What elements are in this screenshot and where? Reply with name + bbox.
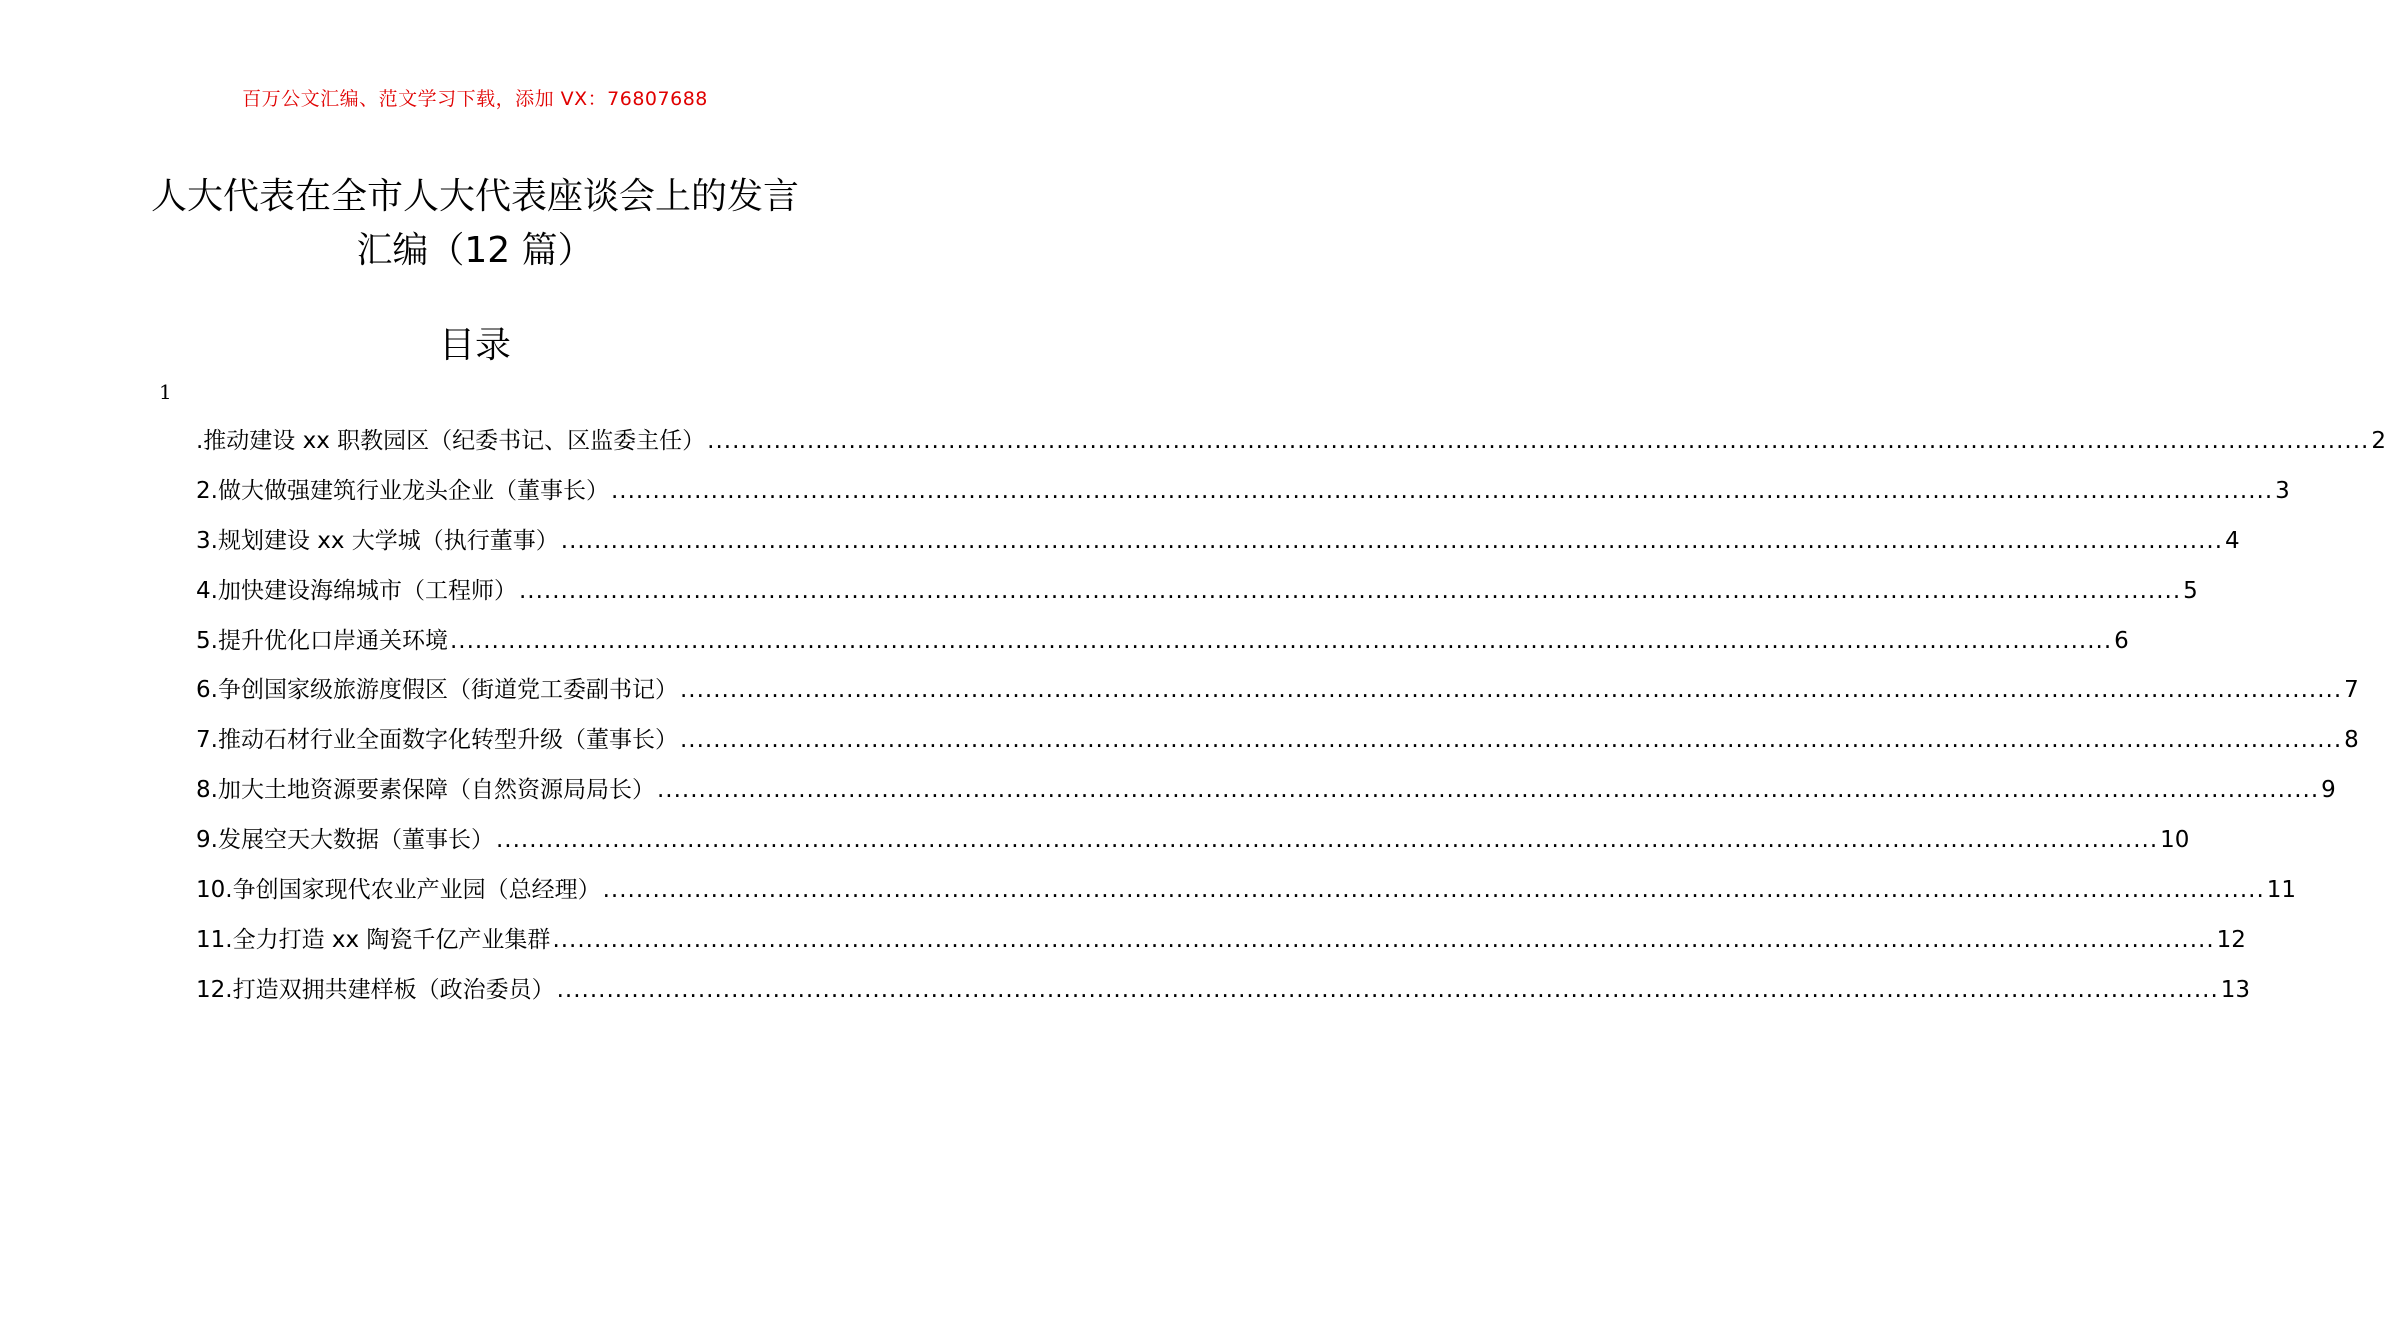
- toc-entry-page: 3: [2275, 477, 2290, 504]
- toc-entry-page: 13: [2220, 976, 2251, 1003]
- title-line-2: 汇编（12 篇）: [356, 230, 594, 271]
- toc-leader-dots: ........................................................................................................................................................................................................: [560, 527, 2224, 554]
- toc-entry-page: 9: [2321, 777, 2336, 804]
- table-of-contents: [196, 421, 2386, 1020]
- toc-entry[interactable]: [196, 770, 2336, 820]
- toc-leader-dots: ........................................................................................................................................................................................................: [610, 477, 2274, 504]
- toc-entry-page: 2: [2371, 428, 2386, 454]
- toc-leader-dots: ........................................................................................................................................................................................................: [449, 627, 2113, 654]
- toc-entry[interactable]: [196, 920, 2246, 970]
- toc-entry[interactable]: [196, 521, 2240, 571]
- toc-entry-page: 4: [2225, 527, 2240, 554]
- toc-leader-dots: ........................................................................................................................................................................................................: [556, 976, 2219, 1003]
- toc-entry-title: 2.做大做强建筑行业龙头企业（董事长）: [196, 477, 609, 504]
- toc-leader-dots: ........................................................................................................................................................................................................: [602, 877, 2265, 904]
- toc-entry-title: 4.加快建设海绵城市（工程师）: [196, 577, 517, 604]
- toc-leader-dots: ........................................................................................................................................................................................................: [679, 677, 2343, 704]
- toc-leader-dots: ........................................................................................................................................................................................................: [495, 827, 2159, 854]
- toc-entry-title: 10.争创国家现代农业产业园（总经理）: [196, 877, 601, 904]
- toc-entry[interactable]: [196, 471, 2290, 521]
- toc-entry[interactable]: [196, 720, 2359, 770]
- toc-entry[interactable]: [196, 870, 2297, 920]
- toc-entry[interactable]: [196, 820, 2190, 870]
- toc-entry-page: 6: [2114, 627, 2129, 654]
- toc-entry[interactable]: [196, 421, 2386, 471]
- toc-leader-dots: ........................................................................................................................................................................................................: [552, 926, 2215, 953]
- toc-entry-page: 5: [2183, 577, 2198, 604]
- toc-entry-title: 3.规划建设 xx 大学城（执行董事）: [196, 527, 559, 554]
- toc-entry-title: 9.发展空天大数据（董事长）: [196, 827, 494, 854]
- toc-entry[interactable]: [196, 621, 2129, 671]
- toc-entry-page: 10: [2160, 827, 2190, 854]
- toc-entry-title: 11.全力打造 xx 陶瓷千亿产业集群: [196, 926, 551, 953]
- toc-leader-dots: ........................................................................................................................................................................................................: [518, 577, 2182, 604]
- toc-entry[interactable]: [196, 571, 2198, 621]
- toc-entry-title: 6.争创国家级旅游度假区（街道党工委副书记）: [196, 677, 678, 704]
- document-title: [100, 170, 850, 278]
- toc-entry-page: 12: [2216, 926, 2246, 953]
- toc-entry-page: 8: [2344, 727, 2359, 754]
- toc-entry[interactable]: [196, 970, 2251, 1020]
- toc-entry[interactable]: [196, 670, 2359, 720]
- toc-entry-page: 7: [2344, 677, 2359, 704]
- watermark-banner: 百万公文汇编、范文学习下载，添加 VX：76807688: [242, 88, 708, 110]
- toc-entry-title: .推动建设 xx 职教园区（纪委书记、区监委主任）: [196, 428, 706, 454]
- toc-entry-page: 11: [2266, 877, 2297, 904]
- toc-leader-dots: ........................................................................................................................................................................................................: [707, 428, 2370, 454]
- toc-leader-dots: ........................................................................................................................................................................................................: [656, 777, 2320, 804]
- toc-entry-title: 7.推动石材行业全面数字化转型升级（董事长）: [196, 727, 678, 754]
- title-line-1: 人大代表在全市人大代表座谈会上的发言: [150, 176, 799, 217]
- toc-first-number: 1: [159, 380, 172, 404]
- toc-entry-title: 12.打造双拥共建样板（政治委员）: [196, 976, 555, 1003]
- toc-heading: 目录: [438, 325, 511, 366]
- toc-leader-dots: ........................................................................................................................................................................................................: [679, 727, 2343, 754]
- toc-entry-title: 8.加大土地资源要素保障（自然资源局局长）: [196, 777, 655, 804]
- toc-entry-title: 5.提升优化口岸通关环境: [196, 627, 448, 654]
